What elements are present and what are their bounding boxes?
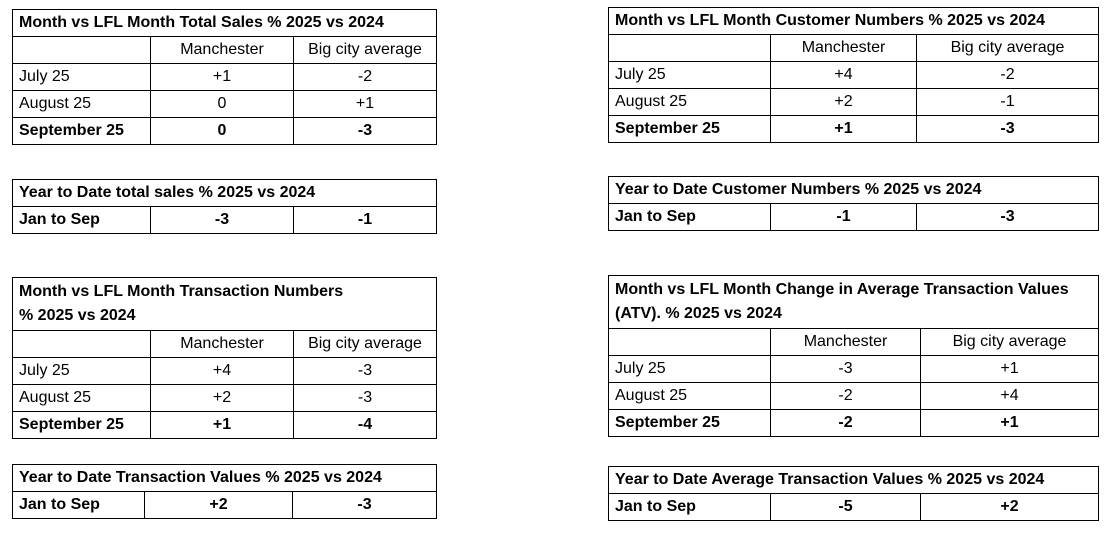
table-row	[13, 412, 437, 439]
manchester-value: +1	[151, 412, 294, 439]
table-row	[13, 91, 437, 118]
row-label: August 25	[13, 91, 151, 118]
big-city-value: -3	[917, 204, 1099, 231]
column-header-manchester: Manchester	[151, 331, 294, 358]
table-row	[609, 383, 1099, 410]
row-label: September 25	[609, 116, 771, 143]
row-label: September 25	[609, 410, 771, 437]
table-row	[609, 116, 1099, 143]
table-row	[609, 204, 1099, 231]
manchester-value: +4	[151, 358, 294, 385]
ytd-atv-table	[608, 466, 1099, 521]
table-row	[13, 492, 437, 519]
manchester-value: 0	[151, 118, 294, 145]
atv-monthly-table	[608, 275, 1099, 437]
manchester-value: 0	[151, 91, 294, 118]
manchester-value: -2	[771, 383, 921, 410]
row-label: Jan to Sep	[609, 204, 771, 231]
row-label: Jan to Sep	[609, 494, 771, 521]
row-label: August 25	[609, 89, 771, 116]
table-row	[13, 64, 437, 91]
table-title: Year to Date Average Transaction Values % 2025 vs 2024	[609, 467, 1099, 494]
total-sales-monthly-table	[12, 9, 437, 145]
row-label: July 25	[13, 64, 151, 91]
manchester-value: -5	[771, 494, 921, 521]
big-city-value: -3	[293, 492, 437, 519]
big-city-value: +2	[921, 494, 1099, 521]
manchester-value: -3	[151, 207, 294, 234]
column-header-manchester: Manchester	[771, 329, 921, 356]
column-header-big-city-average: Big city average	[294, 331, 437, 358]
table-row	[609, 356, 1099, 383]
manchester-value: -1	[771, 204, 917, 231]
big-city-value: +1	[921, 410, 1099, 437]
row-label: August 25	[609, 383, 771, 410]
row-label: Jan to Sep	[13, 492, 145, 519]
big-city-value: -2	[917, 62, 1099, 89]
table-title: Year to Date total sales % 2025 vs 2024	[13, 180, 437, 207]
big-city-value: -3	[294, 385, 437, 412]
big-city-value: -3	[294, 358, 437, 385]
table-title: Month vs LFL Month Total Sales % 2025 vs 2024	[13, 10, 437, 37]
table-title: Month vs LFL Month Customer Numbers % 2025 vs 2024	[609, 8, 1099, 35]
table-title: Month vs LFL Month Change in Average Transaction Values (ATV). % 2025 vs 2024	[609, 276, 1099, 329]
table-row	[13, 358, 437, 385]
column-header-manchester: Manchester	[771, 35, 917, 62]
column-header-big-city-average: Big city average	[921, 329, 1099, 356]
manchester-value: +2	[145, 492, 293, 519]
table-row	[609, 410, 1099, 437]
table-row	[13, 118, 437, 145]
table-row	[609, 89, 1099, 116]
manchester-value: -3	[771, 356, 921, 383]
row-label: August 25	[13, 385, 151, 412]
table-title: Month vs LFL Month Transaction Numbers % 2025 vs 2024	[13, 278, 437, 331]
big-city-value: -2	[294, 64, 437, 91]
customer-numbers-monthly-table	[608, 7, 1099, 143]
row-label: September 25	[13, 412, 151, 439]
table-title: Year to Date Transaction Values % 2025 vs 2024	[13, 465, 437, 492]
big-city-value: -1	[917, 89, 1099, 116]
big-city-value: +1	[294, 91, 437, 118]
manchester-value: +1	[771, 116, 917, 143]
ytd-customer-numbers-table	[608, 176, 1099, 231]
manchester-value: +2	[151, 385, 294, 412]
big-city-value: -3	[294, 118, 437, 145]
big-city-value: -1	[294, 207, 437, 234]
ytd-total-sales-table	[12, 179, 437, 234]
big-city-value: +1	[921, 356, 1099, 383]
row-label: September 25	[13, 118, 151, 145]
row-label: July 25	[609, 62, 771, 89]
ytd-transaction-values-table	[12, 464, 437, 519]
table-row	[13, 207, 437, 234]
big-city-value: -4	[294, 412, 437, 439]
manchester-value: +4	[771, 62, 917, 89]
manchester-value: -2	[771, 410, 921, 437]
manchester-value: +1	[151, 64, 294, 91]
column-header-big-city-average: Big city average	[294, 37, 437, 64]
column-header-manchester: Manchester	[151, 37, 294, 64]
transaction-numbers-monthly-table	[12, 277, 437, 439]
row-label: Jan to Sep	[13, 207, 151, 234]
big-city-value: +4	[921, 383, 1099, 410]
table-title: Year to Date Customer Numbers % 2025 vs 2024	[609, 177, 1099, 204]
table-row	[609, 62, 1099, 89]
table-row	[609, 494, 1099, 521]
row-label: July 25	[609, 356, 771, 383]
big-city-value: -3	[917, 116, 1099, 143]
row-label: July 25	[13, 358, 151, 385]
column-header-big-city-average: Big city average	[917, 35, 1099, 62]
table-row	[13, 385, 437, 412]
manchester-value: +2	[771, 89, 917, 116]
